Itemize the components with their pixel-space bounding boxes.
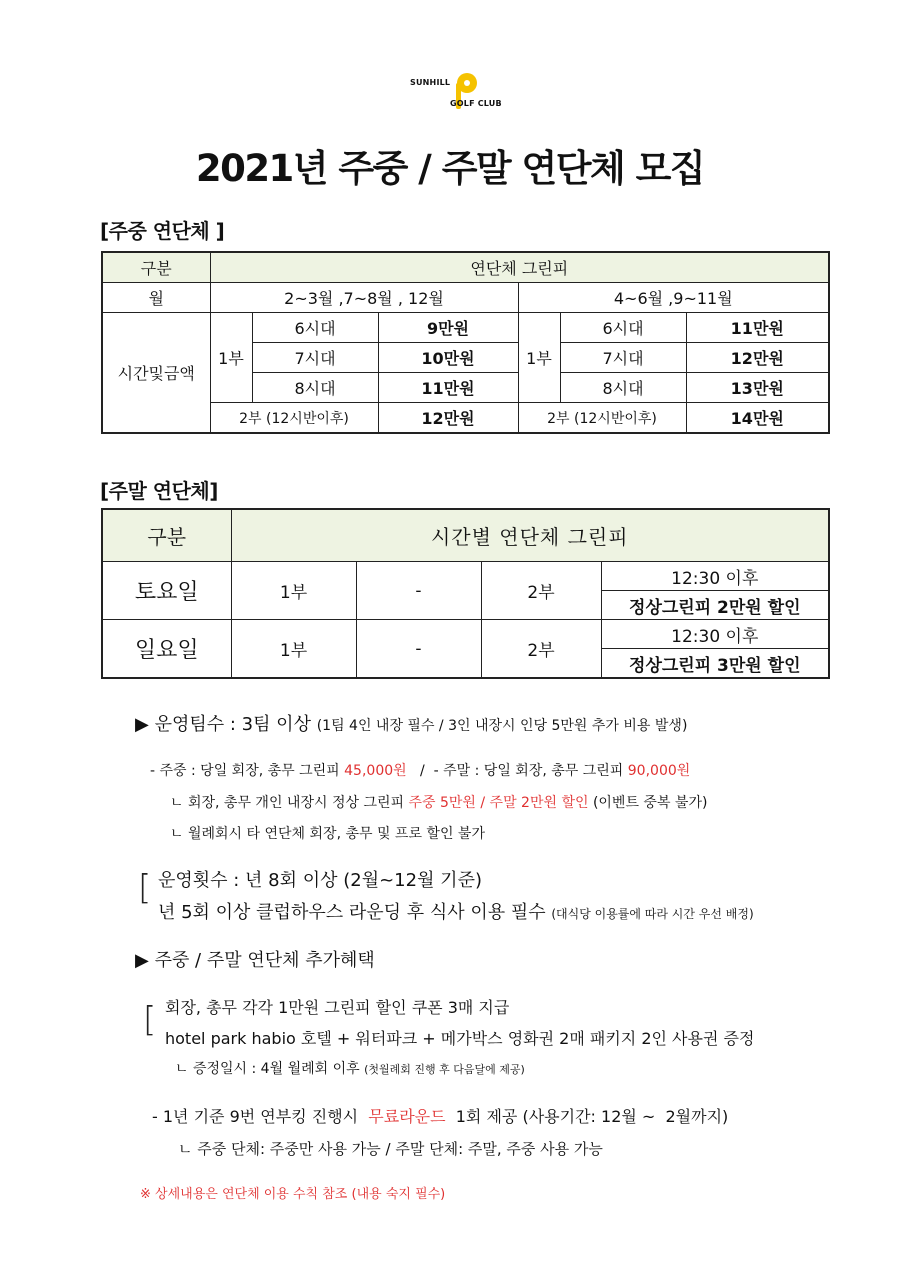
header-label: 구분 <box>102 509 231 562</box>
part1: 1부 <box>231 562 356 620</box>
team-count-line <box>135 710 687 736</box>
header-fee: 시간별 연단체 그린피 <box>231 509 829 562</box>
personal-discount-line <box>170 792 707 812</box>
free-round-highlight: 무료라운드 <box>368 1107 446 1126</box>
team-count-sub: (1팀 4인 내장 필수 / 3인 내장시 인당 5만원 추가 비용 발생) <box>316 718 688 734</box>
weekday-fee-table <box>101 251 830 434</box>
clubhouse-note: (대식당 이용률에 따라 시간 우선 배정) <box>551 907 754 921</box>
time-a: 7시대 <box>252 343 378 373</box>
period-b: 4~6월 ,9~11월 <box>518 283 829 313</box>
time-fee-label: 시간및금액 <box>102 313 210 434</box>
fee-b: 11만원 <box>686 313 829 343</box>
period-a: 2~3월 ,7~8월 , 12월 <box>210 283 518 313</box>
part2: 2부 <box>481 620 601 679</box>
personal-note: (이벤트 중복 불가) <box>588 795 708 811</box>
logo-text-top: SUNHILL <box>410 78 451 87</box>
bracket-mark: [ <box>143 1000 157 1040</box>
part2-label-a: 2부 (12시반이후) <box>210 403 378 434</box>
monthly-line: ㄴ 월례회시 타 연단체 회장, 총무 및 프로 할인 불가 <box>170 826 485 842</box>
header-label: 구분 <box>102 252 210 283</box>
fee-b: 12만원 <box>686 343 829 373</box>
dash: - <box>356 562 481 620</box>
clubhouse-text: 년 5회 이상 클럽하우스 라운딩 후 식사 이용 필수 <box>158 902 546 923</box>
free-round-text: - 1년 기준 9번 연부킹 진행시 <box>152 1107 369 1126</box>
after-time: 12:30 이후 <box>601 620 829 649</box>
benefit-heading: ▶ 주중 / 주말 연단체 추가혜택 <box>135 950 375 971</box>
weekend-fee-amount: 90,000원 <box>627 763 691 779</box>
weekend-heading: [주말 연단체] <box>100 479 218 503</box>
usage-line: ㄴ 주중 단체: 주중만 사용 가능 / 주말 단체: 주말, 주중 사용 가능 <box>178 1140 603 1158</box>
gift-date-text: ㄴ 증정일시 : 4월 월례회 이후 <box>175 1061 360 1077</box>
gift-date-line <box>175 1058 525 1078</box>
part2-label-b: 2부 (12시반이후) <box>518 403 686 434</box>
part2-fee-a: 12만원 <box>378 403 518 434</box>
weekday-heading: [주중 연단체 ] <box>100 219 225 243</box>
day-sunday: 일요일 <box>102 620 231 679</box>
dash: - <box>356 620 481 679</box>
clubhouse-line <box>158 898 754 924</box>
weekend-fee-table <box>101 508 830 679</box>
club-logo <box>410 72 520 112</box>
header-fee: 연단체 그린피 <box>210 252 829 283</box>
coupon-line: 회장, 총무 각각 1만원 그린피 할인 쿠폰 3매 지급 <box>165 998 510 1017</box>
fee-a: 9만원 <box>378 313 518 343</box>
weekday-fee-amount: 45,000원 <box>344 763 407 779</box>
part1: 1부 <box>231 620 356 679</box>
package-line: hotel park habio 호텔 + 워터파크 + 메가박스 영화권 2매 패키지 2인 사용권 증정 <box>165 1029 755 1048</box>
page-title: 2021년 주중 / 주말 연단체 모집 <box>195 147 705 190</box>
time-b: 7시대 <box>560 343 686 373</box>
weekday-fee-text: - 주중 : 당일 회장, 총무 그린피 <box>150 763 345 779</box>
fee-b: 13만원 <box>686 373 829 403</box>
time-b: 8시대 <box>560 373 686 403</box>
logo-text-bottom: GOLF CLUB <box>450 99 502 108</box>
free-round-period: 1회 제공 (사용기간: 12월 ~ 2월까지) <box>445 1107 729 1126</box>
weekend-fee-text: / - 주말 : 당일 회장, 총무 그린피 <box>406 763 628 779</box>
fee-a: 11만원 <box>378 373 518 403</box>
discount: 정상그린피 3만원 할인 <box>601 649 829 679</box>
leader-fee-line <box>150 760 690 780</box>
round-count-line: 운영횟수 : 년 8회 이상 (2월~12월 기준) <box>158 870 482 891</box>
after-time: 12:30 이후 <box>601 562 829 591</box>
day-saturday: 토요일 <box>102 562 231 620</box>
free-round-line <box>152 1104 728 1127</box>
footer-note: ※ 상세내용은 연단체 이용 수칙 참조 (내용 숙지 필수) <box>140 1187 446 1202</box>
part1-label-a: 1부 <box>210 313 252 403</box>
part2-fee-b: 14만원 <box>686 403 829 434</box>
part2: 2부 <box>481 562 601 620</box>
fee-a: 10만원 <box>378 343 518 373</box>
team-count-main: ▶ 운영팀수 : 3팀 이상 <box>135 714 311 735</box>
month-label: 월 <box>102 283 210 313</box>
personal-text: ㄴ 회장, 총무 개인 내장시 정상 그린피 <box>170 795 409 811</box>
time-b: 6시대 <box>560 313 686 343</box>
personal-discount: 주중 5만원 / 주말 2만원 할인 <box>408 795 589 811</box>
discount: 정상그린피 2만원 할인 <box>601 591 829 620</box>
part1-label-b: 1부 <box>518 313 560 403</box>
time-a: 8시대 <box>252 373 378 403</box>
bracket-mark: [ <box>138 868 152 908</box>
gift-date-note: (첫월례회 진행 후 다음달에 제공) <box>364 1063 525 1076</box>
time-a: 6시대 <box>252 313 378 343</box>
